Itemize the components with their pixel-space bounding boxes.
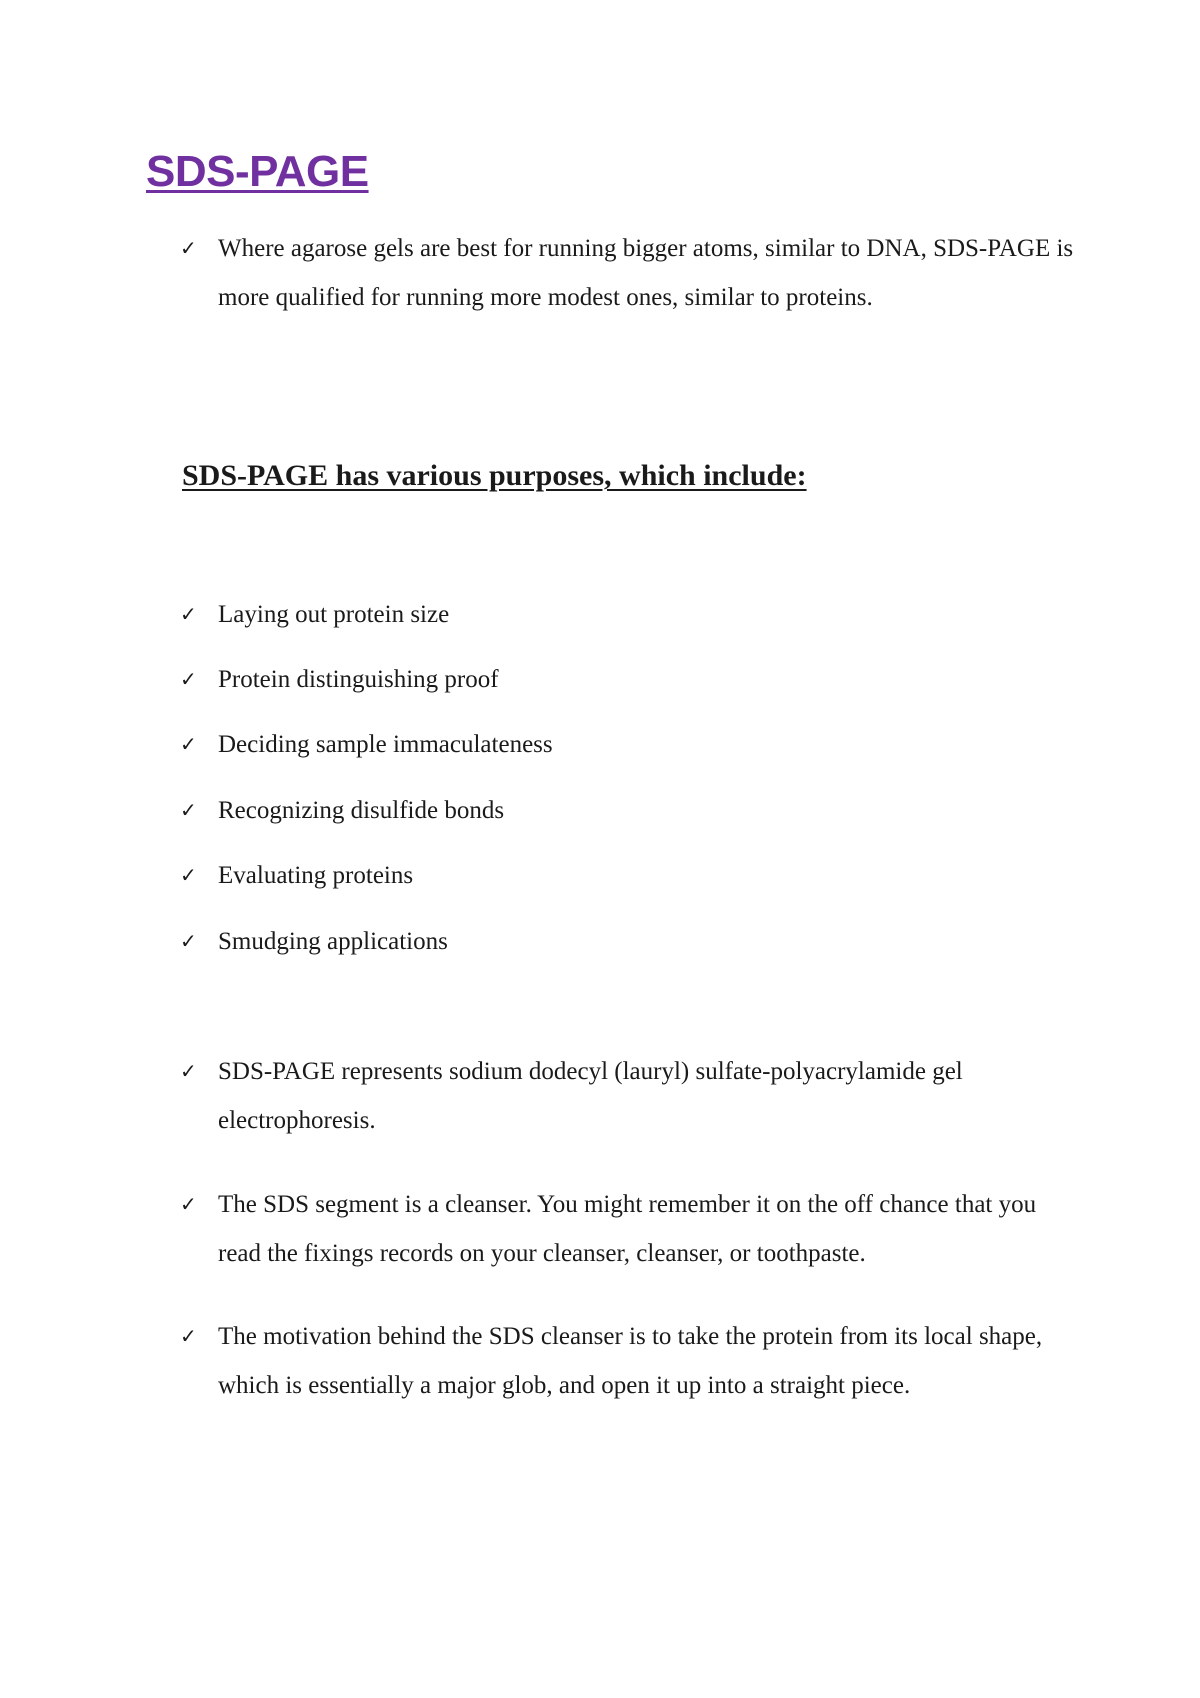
- purpose-item: [180, 720, 1080, 769]
- check-mark-icon: ✓: [180, 667, 197, 691]
- intro-text: Where agarose gels are best for running bigger atoms, similar to DNA, SDS-PAGE is more qualified for running more modest ones, similar to proteins.: [218, 235, 1074, 311]
- note-item: [180, 1180, 1080, 1278]
- intro-item: [180, 224, 1080, 322]
- purposes-heading: SDS-PAGE has various purposes, which include:: [182, 459, 807, 492]
- purpose-text: Recognizing disulfide bonds: [218, 797, 505, 824]
- purpose-text: Protein distinguishing proof: [218, 666, 499, 693]
- purpose-item: [180, 917, 1080, 966]
- page-title: SDS-PAGE: [146, 147, 369, 196]
- purpose-text: Evaluating proteins: [218, 862, 414, 889]
- check-mark-icon: ✓: [180, 798, 197, 822]
- purpose-item: [180, 851, 1080, 900]
- note-item: [180, 1047, 1080, 1145]
- note-text: The motivation behind the SDS cleanser is to take the protein from its local shape, which is essentially a major glob, and open it up into a straight piece.: [218, 1323, 1043, 1399]
- check-mark-icon: ✓: [180, 602, 197, 626]
- note-text: The SDS segment is a cleanser. You might remember it on the off chance that you read the fixings records on your cleanser, cleanser, or toothpaste.: [218, 1191, 1037, 1267]
- check-mark-icon: ✓: [180, 863, 197, 887]
- check-mark-icon: ✓: [180, 929, 197, 953]
- purpose-text: Smudging applications: [218, 928, 448, 955]
- note-text: SDS-PAGE represents sodium dodecyl (lauryl) sulfate-polyacrylamide gel electrophoresis.: [218, 1058, 963, 1134]
- purpose-text: Laying out protein size: [218, 601, 450, 628]
- check-mark-icon: ✓: [180, 236, 197, 260]
- check-mark-icon: ✓: [180, 732, 197, 756]
- check-mark-icon: ✓: [180, 1192, 197, 1216]
- purpose-item: [180, 655, 1080, 704]
- purpose-item: [180, 786, 1080, 835]
- purpose-text: Deciding sample immaculateness: [218, 731, 553, 758]
- check-mark-icon: ✓: [180, 1059, 197, 1083]
- purpose-item: [180, 590, 1080, 639]
- note-item: [180, 1312, 1080, 1410]
- check-mark-icon: ✓: [180, 1324, 197, 1348]
